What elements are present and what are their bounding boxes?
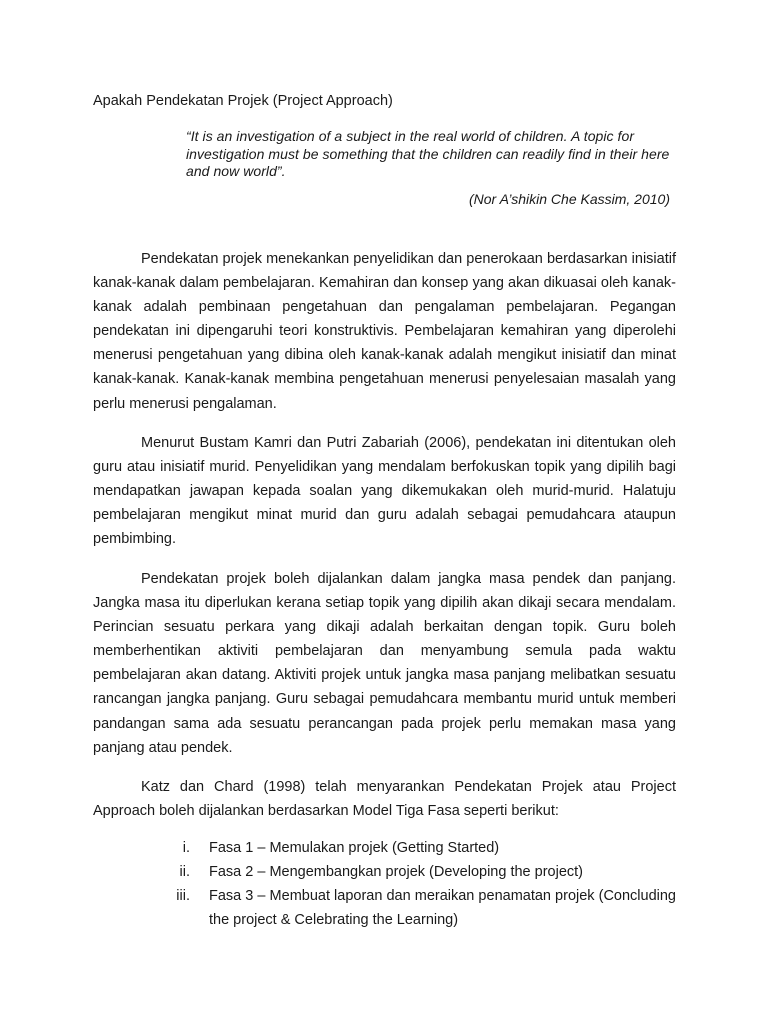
list-item-number: i. — [182, 840, 190, 856]
list-item — [150, 836, 676, 860]
quote-block: “It is an investigation of a subject in the real world of children. A topic for investigation must be something that the children can readily find in their here and now world”. — [186, 128, 670, 179]
document-title: Apakah Pendekatan Projek (Project Approach) — [93, 93, 393, 109]
paragraph-1: Pendekatan projek menekankan penyelidikan dan penerokaan berdasarkan inisiatif kanak-kanak dalam pembelajaran. Kemahiran dan konsep yang akan dikuasai oleh kanak-kanak adalah pembinaan pengetahuan dan pengalaman pembelajaran. Pegangan pendekatan ini dipengaruhi teori konstruktivis. Pembelajaran kemahiran yang diperolehi menerusi pengetahuan yang dibina oleh kanak-kanak adalah mengikut inisiatif dan minat kanak-kanak. Kanak-kanak membina pengetahuan menerusi penyelesaian masalah yang perlu menerusi pengalaman. — [93, 251, 676, 412]
list-item — [150, 860, 676, 884]
quote-citation: (Nor A’shikin Che Kassim, 2010) — [468, 191, 670, 207]
paragraph-4: Katz dan Chard (1998) telah menyarankan Pendekatan Projek atau Project Approach boleh dijalankan berdasarkan Model Tiga Fasa seperti berikut: — [93, 779, 676, 820]
list-item-text: Fasa 2 – Mengembangkan projek (Developing the project) — [209, 864, 583, 881]
list-item-number: iii. — [176, 888, 190, 905]
list-item-number: ii. — [179, 864, 190, 881]
list-item — [150, 884, 676, 932]
paragraph-3: Pendekatan projek boleh dijalankan dalam jangka masa pendek dan panjang. Jangka masa itu diperlukan kerana setiap topik yang dipilih akan dikaji secara mendalam. Perincian sesuatu perkara yang dikaji adalah berkaitan dengan topik. Guru boleh memberhentikan aktiviti pembelajaran dan menyambung semula pada waktu pembelajaran akan datang. Aktiviti projek untuk jangka masa panjang melibatkan sesuatu rancangan jangka panjang. Guru sebagai pemudahcara membantu murid untuk memberi pandangan sama ada sesuatu perancangan pada projek perlu memakan masa yang panjang atau pendek. — [93, 571, 676, 756]
list-item-text: Fasa 1 – Memulakan projek (Getting Started) — [209, 840, 500, 856]
list-item-text: Fasa 3 – Membuat laporan dan meraikan penamatan projek (Concluding the project & Celebrating the Learning) — [209, 888, 676, 929]
phase-list — [150, 836, 676, 932]
paragraph-2: Menurut Bustam Kamri dan Putri Zabariah (2006), pendekatan ini ditentukan oleh guru atau inisiatif murid. Penyelidikan yang mendalam berfokuskan topik yang dipilih bagi mendapatkan jawapan kepada soalan yang dikemukakan oleh murid-murid. Halatuju pembelajaran mengikut minat murid dan guru adalah sebagai pemudahcara ataupun pembimbing. — [93, 435, 676, 548]
